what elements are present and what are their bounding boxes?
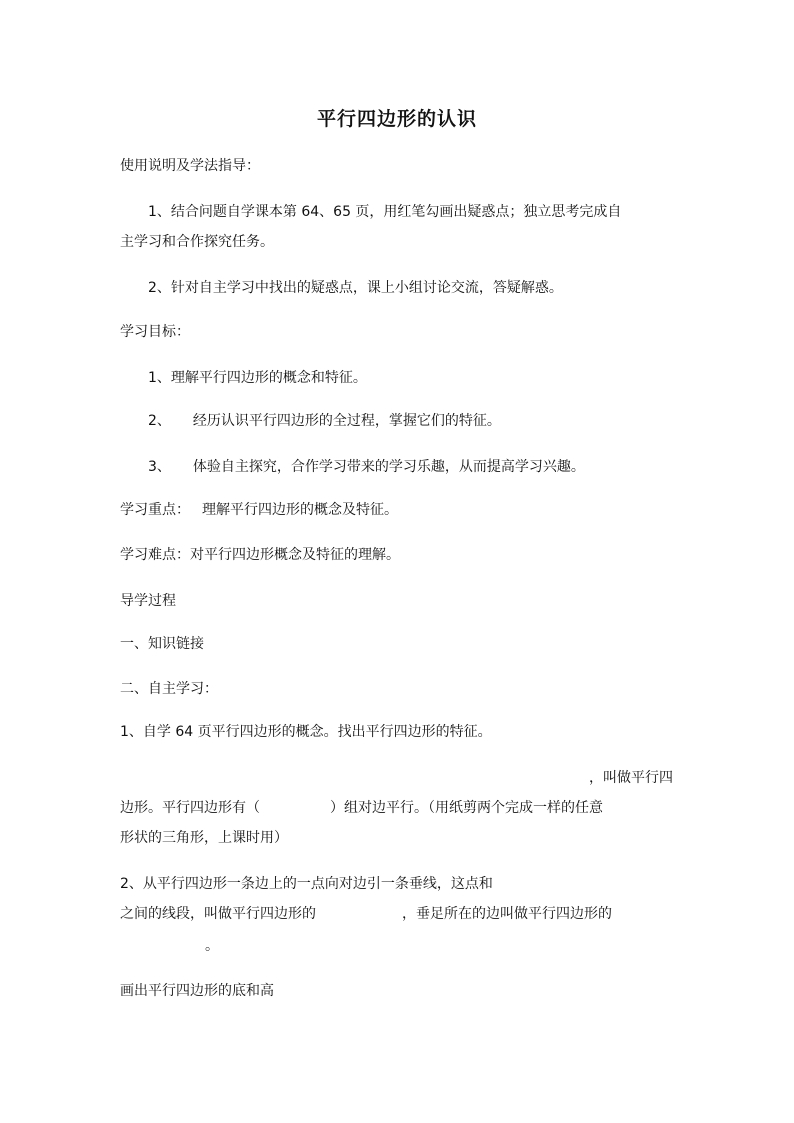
- question-1-line-3: [120, 798, 676, 818]
- goal-item-3-text: 体验自主探究，合作学习带来的学习乐趣，从而提高学习兴趣。: [192, 459, 585, 475]
- question-1-line-1: 1、自学 64 页平行四边形的概念。找出平行四边形的特征。: [120, 724, 492, 740]
- question-1-line-4: 形状的三角形，上课时用）: [120, 830, 288, 846]
- draw-task: 画出平行四边形的底和高: [120, 983, 274, 999]
- goals-heading: 学习目标：: [120, 324, 190, 340]
- goal-item-3: [148, 457, 704, 477]
- page-title: 平行四边形的认识: [316, 108, 477, 130]
- question-1-line-2: ，叫做平行四: [589, 770, 673, 786]
- instruction-item-2: 2、针对自主学习中找出的疑惑点，课上小组讨论交流，答疑解惑。: [148, 280, 563, 296]
- goal-item-2-text: 经历认识平行四边形的全过程，掌握它们的特征。: [192, 413, 501, 429]
- question-1-line-3-part-a: 边形。平行四边形有（: [120, 800, 260, 816]
- question-2-line-1: 2、从平行四边形一条边上的一点向对边引一条垂线，这点和: [120, 876, 493, 892]
- question-2-line-2: [120, 904, 676, 924]
- question-1-line-3-part-b: ）组对边平行。（用纸剪两个完成一样的任意: [330, 800, 603, 816]
- key-point-label: 学习重点：: [120, 502, 190, 518]
- instructions-heading: 使用说明及学法指导：: [120, 158, 260, 174]
- goal-item-2-number: 2、: [148, 413, 171, 429]
- question-2-line-2-part-b: ，垂足所在的边叫做平行四边形的: [402, 906, 612, 922]
- goal-item-3-number: 3、: [148, 459, 171, 475]
- key-point: [120, 500, 676, 520]
- question-2-line-3: 。: [205, 938, 219, 954]
- difficulty: 学习难点：对平行四边形概念及特征的理解。: [120, 547, 400, 563]
- process-heading: 导学过程: [120, 593, 176, 609]
- question-2-line-2-part-a: 之间的线段，叫做平行四边形的: [120, 906, 316, 922]
- section-self-study: 二、自主学习：: [120, 681, 218, 697]
- instruction-item-1-line-2: 主学习和合作探究任务。: [120, 234, 274, 250]
- instruction-item-1-line-1: 1、结合问题自学课本第 64、65 页，用红笔勾画出疑惑点；独立思考完成自: [148, 204, 622, 220]
- section-knowledge-link: 一、知识链接: [120, 636, 204, 652]
- goal-item-1: 1、理解平行四边形的概念和特征。: [148, 370, 367, 386]
- key-point-text: 理解平行四边形的概念及特征。: [202, 502, 398, 518]
- goal-item-2: [148, 411, 704, 431]
